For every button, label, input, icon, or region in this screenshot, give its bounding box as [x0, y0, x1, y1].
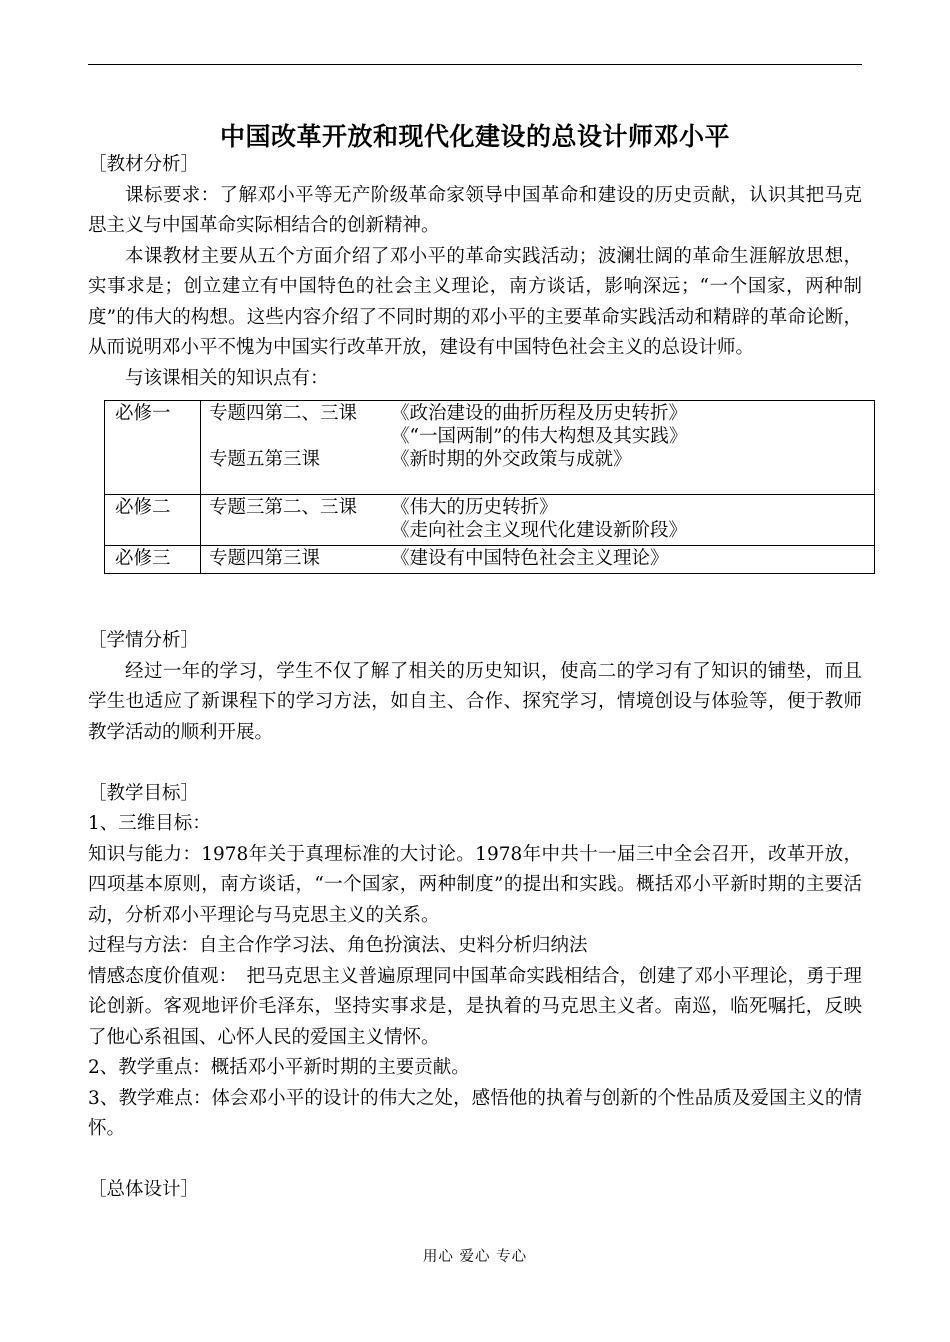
knowledge-ability-goal: 知识与能力：1978年关于真理标准的大讨论。1978年中共十一届三中全会召开，改革开放，四项基本原则，南方谈话，“一个国家，两种制度”的提出和实践。概括邓小平新时期的主要活动，分析邓小平理论与马克思主义的关系。	[88, 843, 862, 926]
book-title: 《伟大的历史转折》	[391, 497, 558, 518]
topic-label: 专题三第二、三课	[209, 497, 358, 518]
knowledge-table	[104, 400, 875, 574]
curriculum-requirement-paragraph: 课标要求：了解邓小平等无产阶级革命家领导中国革命和建设的历史贡献，认识其把马克思主义与中国革命实际相结合的创新精神。	[88, 184, 862, 236]
topics-cell	[201, 401, 875, 495]
topic-label: 专题五第三课	[209, 449, 321, 470]
goals-heading: ［教学目标］	[88, 782, 200, 804]
page-footer: 用心 爱心 专心	[422, 1249, 528, 1265]
topic-line	[209, 496, 868, 519]
topics-cell	[201, 546, 875, 574]
topic-line	[209, 448, 868, 471]
topics-cell	[201, 495, 875, 546]
topic-label	[209, 519, 391, 542]
materials-summary-paragraph: 本课教材主要从五个方面介绍了邓小平的革命实践活动；波澜壮阔的革命生涯解放思想，实事求是；创立建立有中国特色的社会主义理论，南方谈话，影响深远；“一个国家，两种制度”的伟大的构想。这些内容介绍了不同时期的邓小平的主要革命实践活动和精辟的革命论断，从而说明邓小平不愧为中国实行改革开放，建设有中国特色社会主义的总设计师。	[88, 245, 862, 358]
topic-line	[209, 547, 868, 570]
document-body	[88, 150, 862, 1206]
book-title: 《政治建设的曲折历程及历史转折》	[391, 403, 688, 424]
topic-label: 专题四第三课	[209, 548, 321, 569]
topic-label: 专题四第二、三课	[209, 403, 358, 424]
students-heading: ［学情分析］	[88, 630, 200, 651]
course-cell: 必修三	[105, 546, 201, 574]
topic-line	[209, 425, 868, 448]
topic-line	[209, 519, 868, 542]
header-rule	[88, 64, 862, 65]
book-title: 《建设有中国特色社会主义理论》	[391, 548, 669, 569]
table-row	[105, 401, 875, 495]
teaching-focus: 2、教学重点：概括邓小平新时期的主要贡献。	[88, 1057, 470, 1078]
book-title: 《走向社会主义现代化建设新阶段》	[391, 520, 688, 541]
book-title: 《新时期的外交政策与成就》	[391, 449, 632, 470]
process-method-goal: 过程与方法：自主合作学习法、角色扮演法、史料分析归纳法	[88, 935, 588, 956]
topic-label	[209, 425, 391, 448]
emotion-value-goal: 情感态度价值观： 把马克思主义普遍原理同中国革命实践相结合，创建了邓小平理论，勇于理论创新。客观地评价毛泽东，坚持实事求是，是执着的马克思主义者。南巡，临死嘱托，反映了他心系祖国、心怀人民的爱国主义情怀。	[88, 965, 862, 1048]
topic-line	[209, 402, 868, 425]
course-cell: 必修二	[105, 495, 201, 546]
book-title: 《“一国两制”的伟大构想及其实践》	[391, 426, 688, 447]
materials-heading: ［教材分析］	[88, 154, 200, 175]
design-heading: ［总体设计］	[88, 1179, 200, 1200]
teaching-difficulty: 3、教学难点：体会邓小平的设计的伟大之处，感悟他的执着与创新的个性品质及爱国主义的情怀。	[88, 1087, 862, 1139]
page-title: 中国改革开放和现代化建设的总设计师邓小平	[219, 122, 730, 151]
students-analysis-paragraph: 经过一年的学习，学生不仅了解了相关的历史知识，使高二的学习有了知识的铺垫，而且学生也适应了新课程下的学习方法，如自主、合作、探究学习，情境创设与体验等，便于教师教学活动的顺利开展。	[88, 660, 862, 743]
knowledge-table-wrapper	[104, 400, 875, 574]
related-knowledge-intro: 与该课相关的知识点有：	[125, 367, 329, 389]
three-dimensional-goals: 1、三维目标：	[88, 813, 211, 834]
table-row	[105, 546, 875, 574]
course-cell: 必修一	[105, 401, 201, 495]
table-row	[105, 495, 875, 546]
